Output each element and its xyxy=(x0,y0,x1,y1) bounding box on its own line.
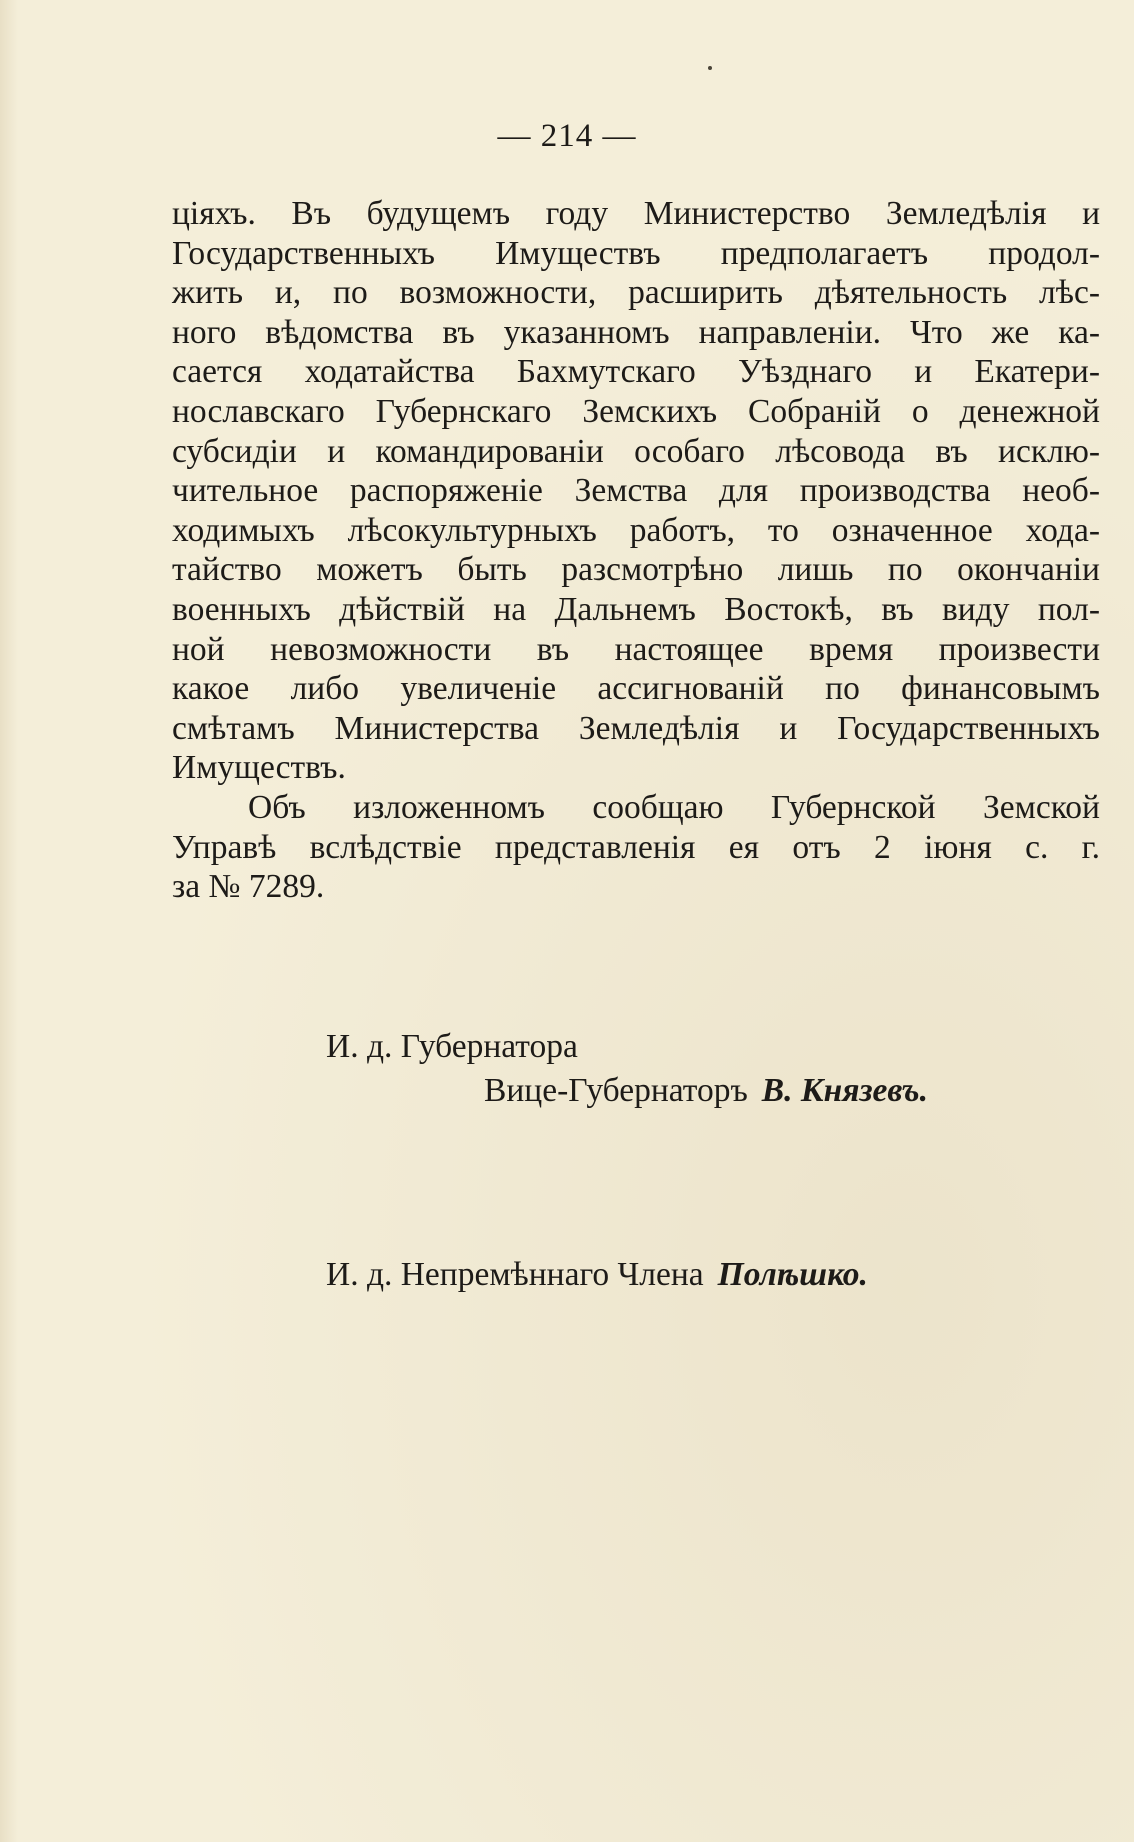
signature-vice-governor xyxy=(484,1072,928,1110)
signature-title: Вице-Губернаторъ xyxy=(484,1072,748,1109)
text-line: Управѣ вслѣдствiе представленiя ея отъ 2 iюня с. г. xyxy=(172,828,1100,866)
page-number: — 214 — xyxy=(497,118,637,154)
text-line: за № 7289. xyxy=(172,868,325,906)
text-line: Имуществъ. xyxy=(172,749,346,787)
text-line: нославскаго Губернскаго Земскихъ Собранiй о денежной xyxy=(172,392,1100,430)
signature-title: И. д. Непремѣннаго Члена xyxy=(326,1256,704,1293)
body-text xyxy=(172,194,1100,907)
text-line: смѣтамъ Министерства Земледѣлiя и Государственныхъ xyxy=(172,709,1100,747)
text-line: военныхъ дѣйствiй на Дальнемъ Востокѣ, въ виду пол- xyxy=(172,590,1100,628)
text-line: ходимыхъ лѣсокультурныхъ работъ, то означенное хода- xyxy=(172,511,1100,549)
text-line: сается ходатайства Бахмутскаго Уѣзднаго и Екатери- xyxy=(172,353,1100,391)
text-line: ной невозможности въ настоящее время произвести xyxy=(172,630,1100,668)
signature-member xyxy=(326,1256,868,1294)
text-line: цiяхъ. Въ будущемъ году Министерство Земледѣлiя и xyxy=(172,195,1100,232)
text-line: Государственныхъ Имуществъ предполагаетъ продол- xyxy=(172,234,1100,272)
signature-name: Полѣшко. xyxy=(717,1256,868,1293)
ink-speck xyxy=(708,66,712,70)
text-line: чительное распоряженiе Земства для производства необ- xyxy=(172,472,1100,510)
text-line: тайство можетъ быть разсмотрѣно лишь по окончанiи xyxy=(172,551,1100,589)
signature-name: В. Князевъ. xyxy=(761,1072,928,1109)
text-line: субсидiи и командированiи особаго лѣсовода въ исклю- xyxy=(172,432,1100,470)
text-line: ного вѣдомства въ указанномъ направленiи. Что же ка- xyxy=(172,313,1100,351)
signature-acting-title: И. д. Губернатора xyxy=(326,1028,578,1065)
text-line: какое либо увеличенiе ассигнованiй по финансовымъ xyxy=(172,670,1100,708)
text-line: Объ изложенномъ сообщаю Губернской Земской xyxy=(248,788,1100,826)
text-line: жить и, по возможности, расширить дѣятельность лѣс- xyxy=(172,274,1100,312)
